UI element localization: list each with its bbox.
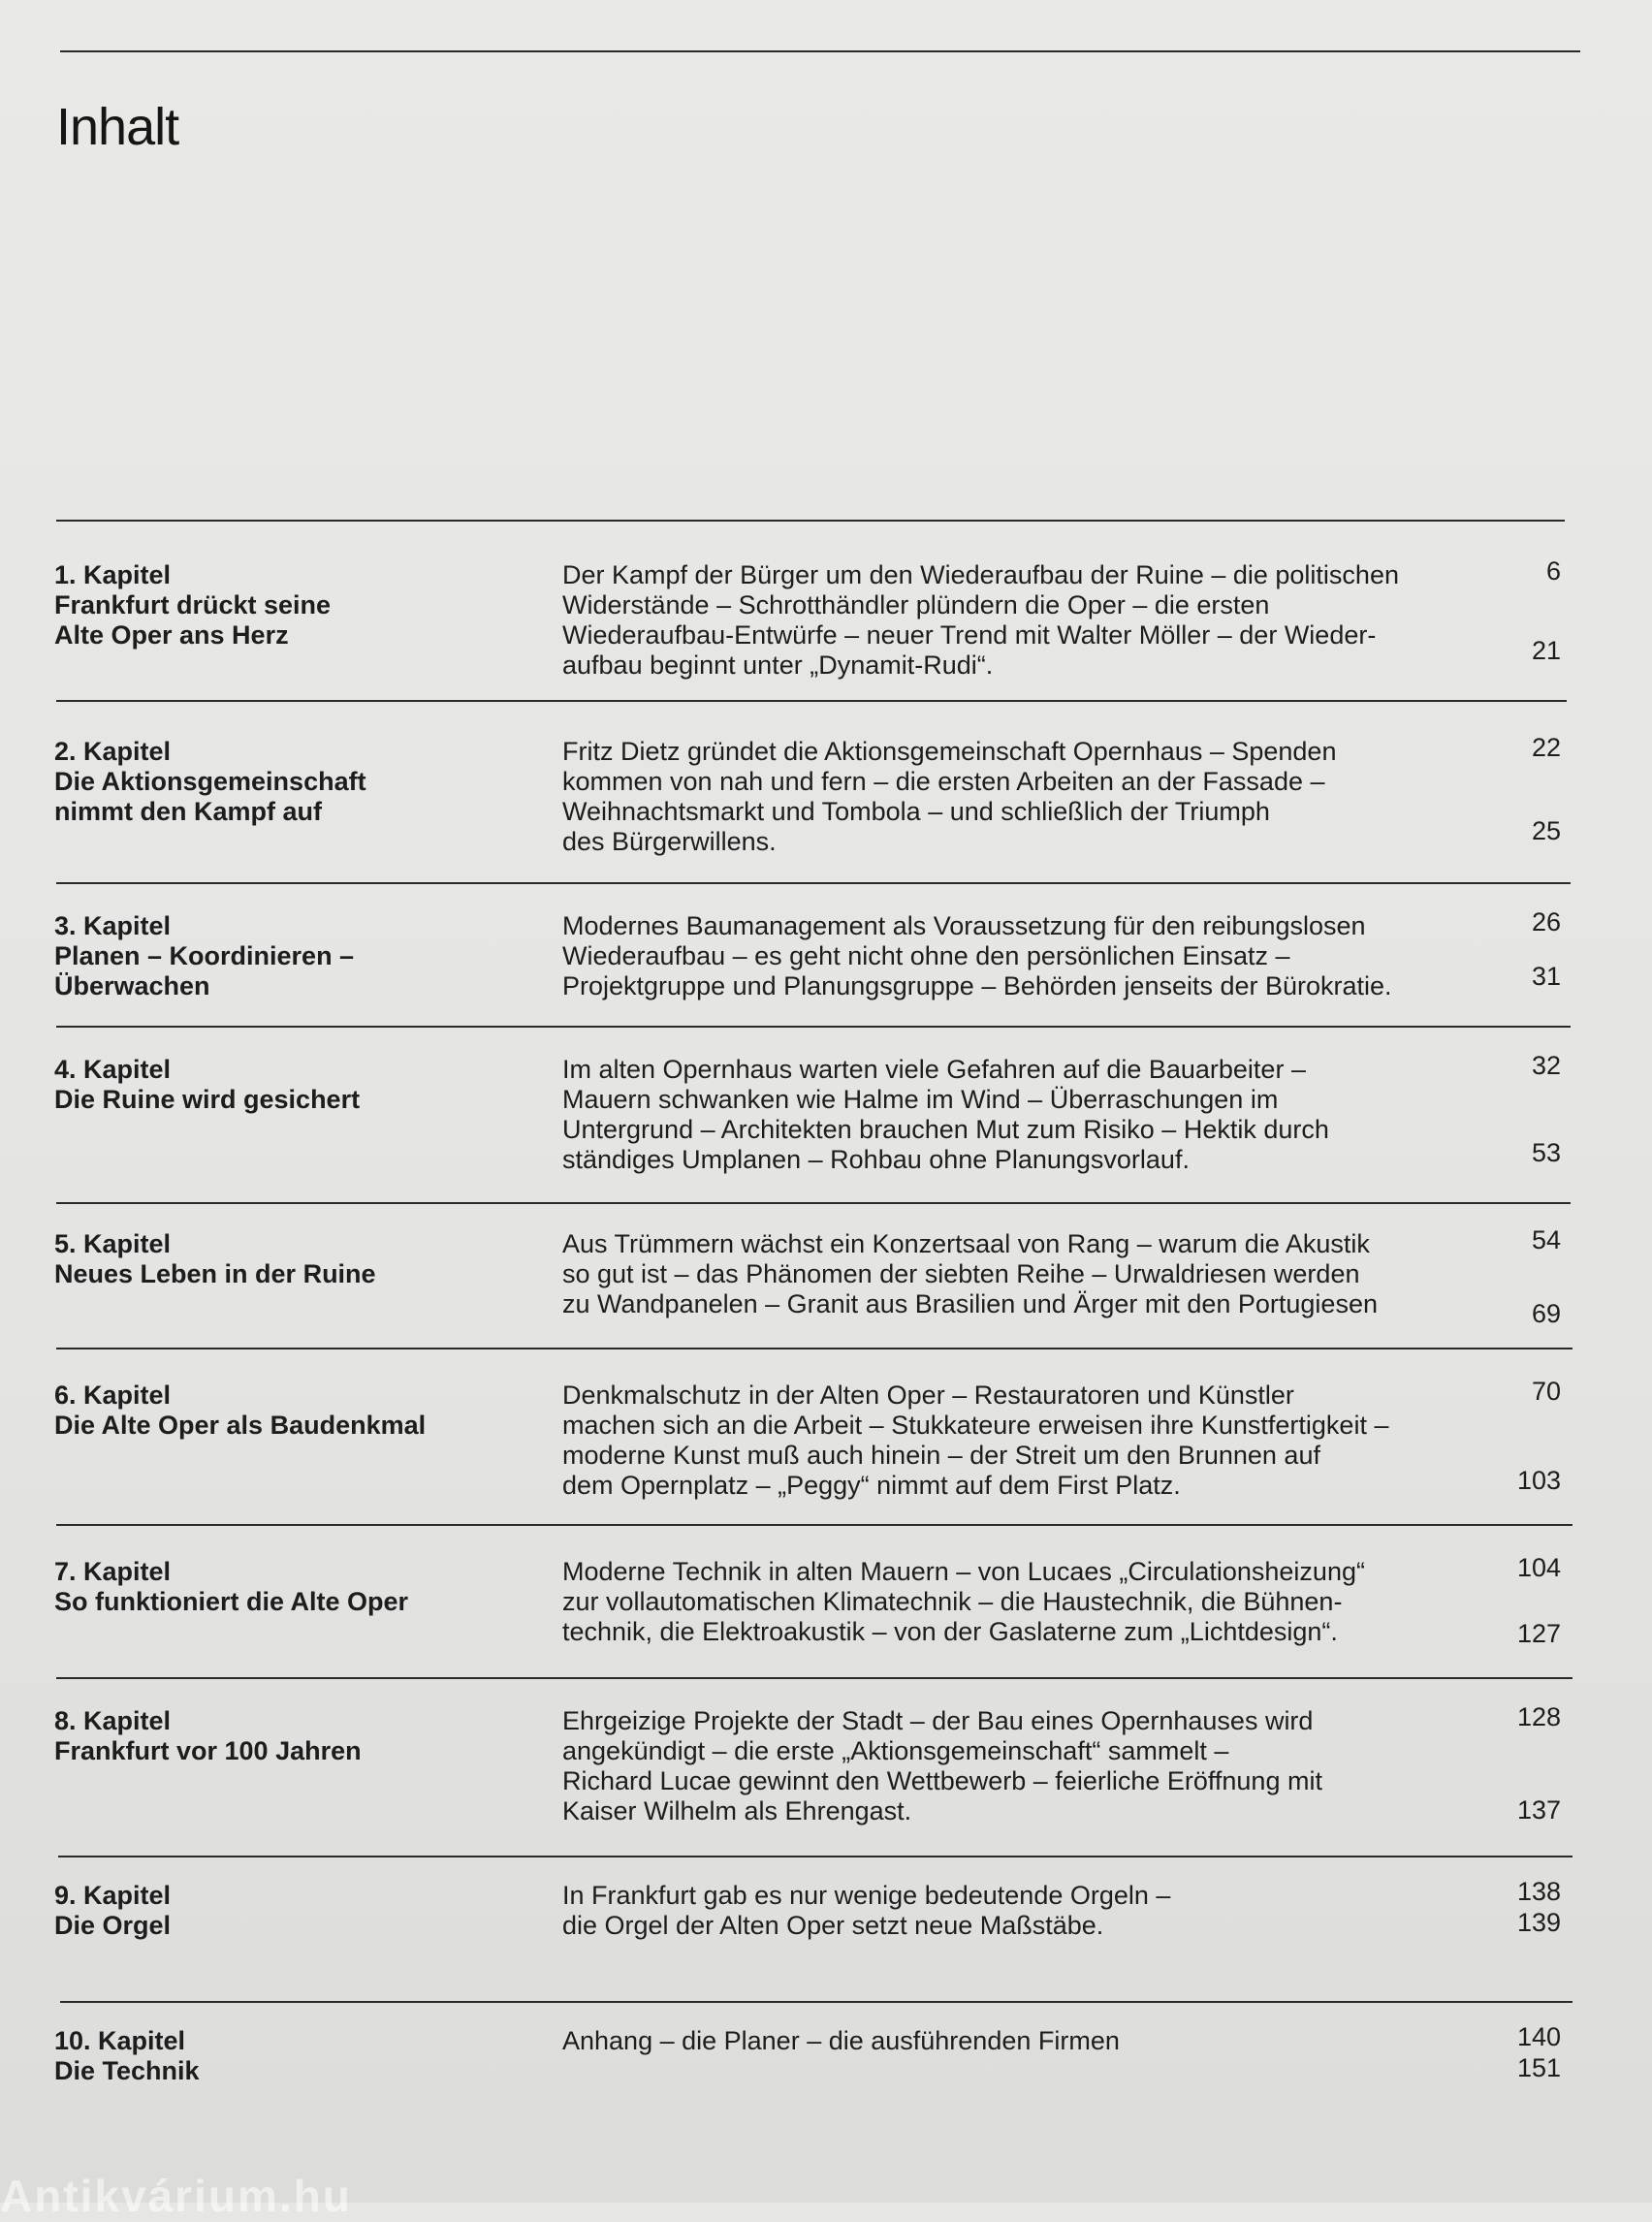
chapter-number: 1. Kapitel [54, 560, 172, 589]
description-line: Anhang – die Planer – die ausführenden Firmen [562, 2026, 1120, 2055]
description-line: moderne Kunst muß auch hinein – der Streit um den Brunnen auf [562, 1441, 1320, 1470]
entry-divider [56, 882, 1571, 884]
description-line: so gut ist – das Phänomen der siebten Reihe – Urwaldriesen werden [562, 1259, 1360, 1288]
page-end: 21 [1531, 636, 1561, 665]
entry-divider [56, 1677, 1573, 1679]
description-line: Ehrgeizige Projekte der Stadt – der Bau eines Opernhauses wird [562, 1706, 1314, 1735]
chapter-heading-line: Die Technik [54, 2056, 200, 2085]
description-line: Fritz Dietz gründet die Aktionsgemeinschaft Opernhaus – Spenden [562, 737, 1337, 766]
chapter-number: 3. Kapitel [54, 911, 172, 940]
chapter-title [54, 1706, 539, 1766]
description-line: In Frankfurt gab es nur wenige bedeutende Orgeln – [562, 1881, 1171, 1910]
page-start: 128 [1516, 1702, 1561, 1731]
chapter-description [562, 2026, 1454, 2056]
page-start: 138 [1516, 1877, 1561, 1906]
description-line: Wiederaufbau – es geht nicht ohne den persönlichen Einsatz – [562, 941, 1290, 970]
chapter-number: 7. Kapitel [54, 1557, 172, 1586]
chapter-description [562, 1229, 1454, 1319]
chapter-title [54, 1881, 539, 1941]
page-end: 139 [1516, 1908, 1561, 1937]
chapter-title [54, 1381, 539, 1441]
page-start: 70 [1531, 1377, 1561, 1406]
description-line: des Bürgerwillens. [562, 827, 777, 856]
page-start: 22 [1531, 733, 1561, 762]
chapter-number: 9. Kapitel [54, 1881, 172, 1910]
description-line: Projektgruppe und Planungsgruppe – Behörden jenseits der Bürokratie. [562, 971, 1392, 1000]
page-start: 140 [1516, 2022, 1561, 2051]
chapter-description [562, 737, 1454, 857]
entry-divider [56, 1524, 1573, 1526]
description-line: Der Kampf der Bürger um den Wiederaufbau der Ruine – die politischen [562, 560, 1399, 589]
description-line: Weihnachtsmarkt und Tombola – und schließlich der Triumph [562, 797, 1270, 826]
chapter-number: 6. Kapitel [54, 1381, 172, 1410]
page-end: 31 [1531, 962, 1561, 991]
description-line: Modernes Baumanagement als Voraussetzung für den reibungslosen [562, 911, 1366, 940]
description-line: Denkmalschutz in der Alten Oper – Restauratoren und Künstler [562, 1381, 1294, 1410]
page-start: 54 [1531, 1225, 1561, 1254]
page-start: 26 [1531, 907, 1561, 936]
page-end: 151 [1516, 2053, 1561, 2082]
chapter-description [562, 1881, 1454, 1941]
chapter-heading-line: Alte Oper ans Herz [54, 620, 289, 650]
chapter-title [54, 911, 539, 1001]
page-end: 53 [1531, 1138, 1561, 1167]
description-line: Widerstände – Schrotthändler plündern die Oper – die ersten [562, 590, 1270, 619]
page-start: 32 [1531, 1051, 1561, 1080]
description-line: kommen von nah und fern – die ersten Arbeiten an der Fassade – [562, 767, 1325, 796]
chapter-description [562, 560, 1454, 681]
chapter-number: 10. Kapitel [54, 2026, 186, 2055]
description-line: aufbau beginnt unter „Dynamit-Rudi“. [562, 651, 994, 680]
chapter-description [562, 1055, 1454, 1175]
chapter-number: 8. Kapitel [54, 1706, 172, 1735]
page-end: 25 [1531, 816, 1561, 845]
description-line: technik, die Elektroakustik – von der Gaslaterne zum „Lichtdesign“. [562, 1617, 1338, 1646]
chapter-description [562, 911, 1454, 1001]
entry-divider [56, 1348, 1573, 1349]
chapter-description [562, 1557, 1454, 1647]
chapter-heading-line: Frankfurt vor 100 Jahren [54, 1736, 362, 1765]
description-line: Aus Trümmern wächst ein Konzertsaal von Rang – warum die Akustik [562, 1229, 1370, 1258]
description-line: machen sich an die Arbeit – Stukkateure erweisen ihre Kunstfertigkeit – [562, 1411, 1389, 1440]
chapter-heading-line: Überwachen [54, 971, 210, 1000]
watermark: Antikvárium.hu [0, 2171, 352, 2221]
description-line: die Orgel der Alten Oper setzt neue Maßstäbe. [562, 1911, 1104, 1940]
chapter-title [54, 1557, 539, 1617]
description-line: ständiges Umplanen – Rohbau ohne Planungsvorlauf. [562, 1145, 1190, 1174]
chapter-title [54, 1055, 539, 1115]
chapter-heading-line: nimmt den Kampf auf [54, 797, 323, 826]
chapter-heading-line: Die Aktionsgemeinschaft [54, 767, 366, 796]
description-line: Wiederaufbau-Entwürfe – neuer Trend mit Walter Möller – der Wieder- [562, 620, 1377, 650]
description-line: dem Opernplatz – „Peggy“ nimmt auf dem First Platz. [562, 1471, 1181, 1500]
description-line: zur vollautomatischen Klimatechnik – die Haustechnik, die Bühnen- [562, 1587, 1343, 1616]
entry-divider [56, 700, 1567, 702]
chapter-title [54, 560, 539, 651]
description-line: Mauern schwanken wie Halme im Wind – Überraschungen im [562, 1085, 1279, 1114]
entry-divider [60, 2001, 1573, 2003]
entry-divider [56, 520, 1565, 522]
page-end: 69 [1531, 1299, 1561, 1328]
chapter-heading-line: Frankfurt drückt seine [54, 590, 332, 619]
chapter-title [54, 1229, 539, 1289]
description-line: Kaiser Wilhelm als Ehrengast. [562, 1796, 912, 1825]
description-line: Im alten Opernhaus warten viele Gefahren auf die Bauarbeiter – [562, 1055, 1306, 1084]
page-end: 137 [1516, 1795, 1561, 1825]
description-line: Moderne Technik in alten Mauern – von Lucaes „Circulationsheizung“ [562, 1557, 1365, 1586]
page-start: 6 [1545, 556, 1561, 586]
chapter-number: 5. Kapitel [54, 1229, 172, 1258]
chapter-title [54, 737, 539, 827]
entry-divider [56, 1202, 1571, 1204]
chapter-heading-line: Die Orgel [54, 1911, 172, 1940]
description-line: Untergrund – Architekten brauchen Mut zum Risiko – Hektik durch [562, 1115, 1329, 1144]
chapter-title [54, 2026, 539, 2086]
entry-divider [56, 1026, 1571, 1028]
page-end: 103 [1516, 1466, 1561, 1495]
page-title: Inhalt [56, 98, 179, 156]
page-end: 127 [1516, 1619, 1561, 1648]
description-line: angekündigt – die erste „Aktionsgemeinschaft“ sammelt – [562, 1736, 1229, 1765]
chapter-heading-line: Planen – Koordinieren – [54, 941, 355, 970]
entry-divider [58, 1856, 1573, 1857]
chapter-description [562, 1706, 1454, 1826]
description-line: Richard Lucae gewinnt den Wettbewerb – feierliche Eröffnung mit [562, 1766, 1322, 1795]
page-start: 104 [1516, 1553, 1561, 1582]
chapter-heading-line: Die Ruine wird gesichert [54, 1085, 361, 1114]
top-rule [60, 50, 1580, 52]
chapter-description [562, 1381, 1454, 1501]
chapter-number: 2. Kapitel [54, 737, 172, 766]
chapter-heading-line: So funktioniert die Alte Oper [54, 1587, 409, 1616]
description-line: zu Wandpanelen – Granit aus Brasilien und Ärger mit den Portugiesen [562, 1289, 1378, 1318]
chapter-heading-line: Die Alte Oper als Baudenkmal [54, 1411, 427, 1440]
chapter-heading-line: Neues Leben in der Ruine [54, 1259, 376, 1288]
chapter-number: 4. Kapitel [54, 1055, 172, 1084]
